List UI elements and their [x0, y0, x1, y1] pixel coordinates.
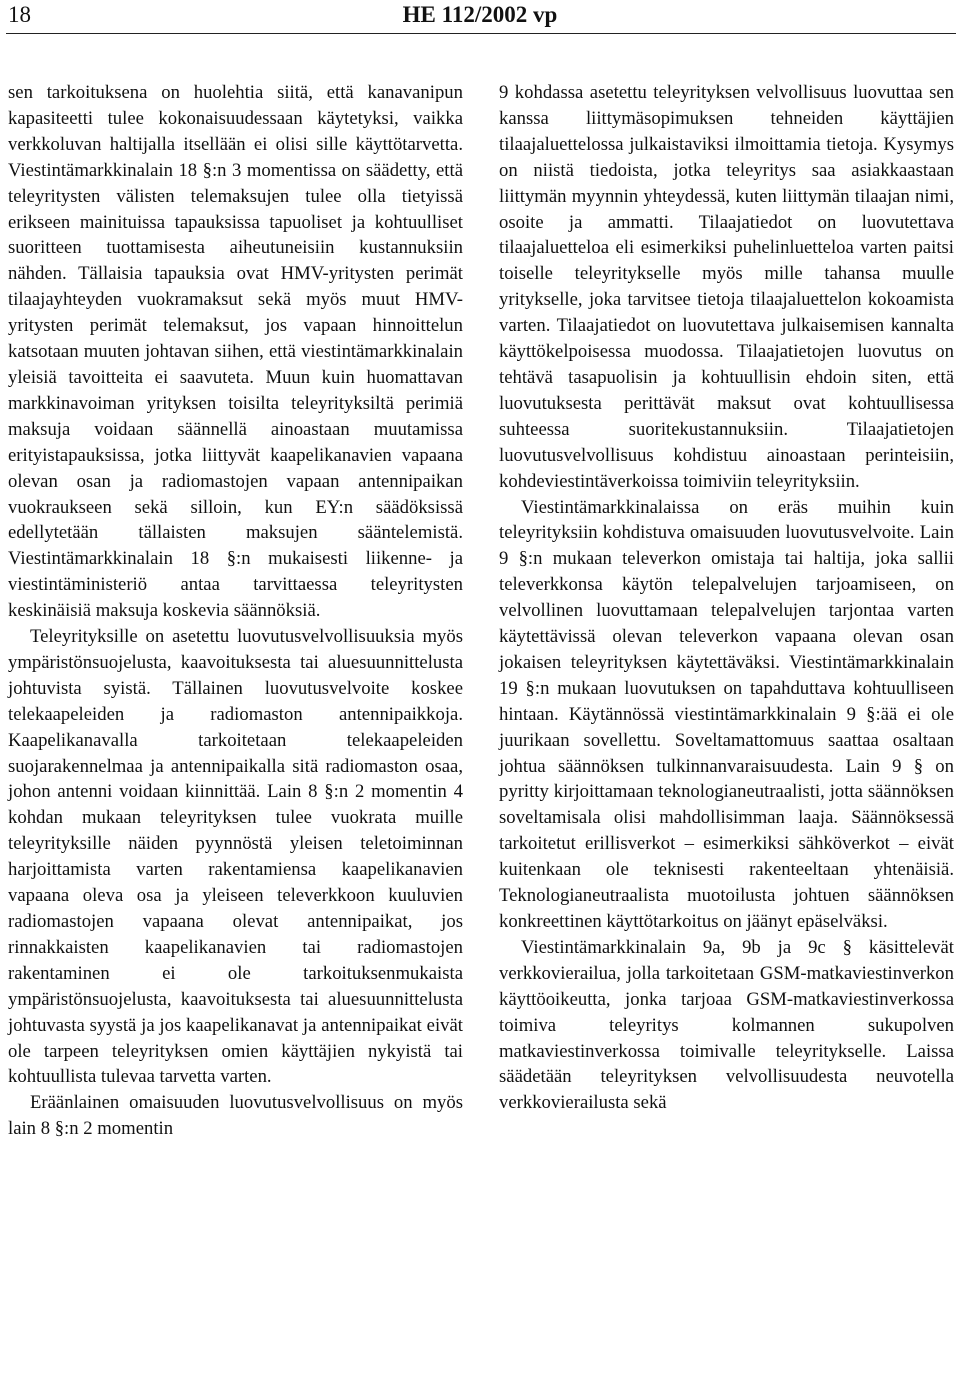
page-header	[0, 0, 960, 40]
left-column	[8, 80, 463, 1142]
left-paragraph-3: Eräänlainen omaisuuden luovutusvelvollisuus on myös lain 8 §:n 2 momentin	[8, 1092, 463, 1140]
document-id: HE 112/2002 vp	[402, 2, 558, 27]
header-divider	[6, 33, 956, 34]
right-column	[499, 80, 954, 1116]
right-paragraph-3: Viestintämarkkinalain 9a, 9b ja 9c § käsittelevät verkkovierailua, jolla tarkoitetaan GSM-matkaviestinverkon käyttöoikeutta, jonka tarjoaa GSM-matkaviestinverkossa toimiva teleyritys kolmannen sukupolven matkaviestinverkossa toimivalle teleyritykselle. Laissa säädetään teleyrityksen velvollisuudesta neuvotella verkkovierailusta sekä	[499, 936, 954, 1114]
right-paragraph-2: Viestintämarkkinalaissa on eräs muihin kuin teleyrityksiin kohdistuva omaisuuden luovutusvelvoite. Lain 9 §:n mukaan televerkon omistaja tai haltija, joka sallii televerkkonsa käytön telepalvelujen tarjoamiseen, on velvollinen luovuttamaan telepalvelujen tarjontaa varten käytettävissä olevan televerkon vapaana olevan osan jokaisen teleyrityksen käytettäväksi. Viestintämarkkinalain 19 §:n mukaan luovutuksen on tapahduttava kohtuulliseen hintaan. Käytännössä viestintämarkkinalain 9 §:ää ei ole juurikaan sovellettu. Soveltamattomuus saattaa osaltaan johtua säännöksen tulkinnanvaraisuudesta. Lain 9 § on pyritty kirjoittamaan teknologianeutraalisti, jotta säännöksen soveltamisala olisi mahdollisimman laaja. Säännöksessä tarkoitetut erillisverkot – esimerkiksi sähköverkot – eivät kuitenkaan ole teknisesti rakenteeltaan yhtenäisiä. Teknologianeutraalista muotoilusta johtuen säännöksen konkreettinen käyttötarkoitus on jäänyt epäselväksi.	[499, 496, 954, 932]
left-paragraph-1: sen tarkoituksena on huolehtia siitä, että kanavanipun kapasiteetti tulee kokonaisuudessaan käytetyksi, vaikka verkkoluvan haltijalla itsellään ei olisi sille käyttötarvetta. Viestintämarkkinalain 18 §:n 3 momentissa on säädetty, että teleyritysten välisten telemaksujen tulee olla tietyissä erikseen mainituissa tapauksissa tapuoliset ja kohtuulliset suoritteen tuottamisesta aiheutuneisiin kustannuksiin nähden. Tällaisia tapauksia ovat HMV-yritysten perimät tilaajayhteyden vuokramaksut sekä myös muut HMV-yritysten perimät telemaksut, jos vapaan hinnoittelun katsotaan muuten johtavan siihen, että viestintämarkkinalain yleisiä tavoitteita ei saavuteta. Muun kuin huomattavan markkinavoiman yrityksen toisilta teleyrityksiltä perimiä maksuja voidaan säännellä ainoastaan muutamissa erityistapauksissa, jotka liittyvät kaapelikanavien vapaana olevan osan ja radiomastojen vapaan antennipaikan vuokraukseen sekä silloin, kun EY:n säädöksissä edellytetään tällaisten maksujen sääntelemistä. Viestintämarkkinalain 18 §:n mukaisesti liikenne- ja viestintäministeriö antaa tarvittaessa teleyritysten keskinäisiä maksuja koskevia säännöksiä.	[8, 82, 463, 622]
page-number: 18	[8, 2, 31, 27]
left-paragraph-2: Teleyrityksille on asetettu luovutusvelvollisuuksia myös ympäristönsuojelusta, kaavoituksesta tai aluesuunnittelusta johtuvista syistä. Tällainen luovutusvelvoite koskee telekaapeleiden ja radiomaston antennipaikkoja. Kaapelikanavalla tarkoitetaan telekaapeleiden suojarakennelmaa ja antennipaikalla sitä radiomaston osaa, johon antenni voidaan kiinnittää. Lain 8 §:n 2 momentin 4 kohdan mukaan teleyrityksen tulee vuokrata muille teleyrityksille näiden pyynnöstä yleisen teletoiminnan harjoittamista varten rakentamiensa kaapelikanavien vapaana oleva osa ja yleiseen televerkkoon kuuluvien radiomastojen vapaana olevat antennipaikat, jos rinnakkaisten kaapelikanavien tai radiomastojen rakentaminen ei ole tarkoituksenmukaista ympäristönsuojelusta, kaavoituksesta tai aluesuunnittelusta johtuvasta syystä ja jos kaapelikanavat ja antennipaikat eivät ole tarpeen teleyrityksen omien käyttäjien nykyistä tai kohtuullista tulevaa tarvetta varten.	[8, 626, 463, 1088]
right-paragraph-1: 9 kohdassa asetettu teleyrityksen velvollisuus luovuttaa sen kanssa liittymäsopimuksen tehneiden käyttäjien tilaajaluettelossa julkaistaviksi ilmoittamia tietoja. Kysymys on niistä tiedoista, jotka teleyritys saa asiakkaastaan liittymän myynnin yhteydessä, kuten liittymän tilaajan nimi, osoite ja ammatti. Tilaajatiedot on luovutettava tilaajaluetteloa eli esimerkiksi puhelinluetteloa varten paitsi toiselle teleyritykselle myös mille tahansa muulle yritykselle, joka tarvitsee tietoja tilaajaluettelon kokoamista varten. Tilaajatiedot on luovutettava julkaisemisen kannalta käyttökelpoisessa muodossa. Tilaajatietojen luovutus on tehtävä tasapuolisin ja kohtuullisin ehdoin siten, että luovutuksesta perittävät maksut ovat kohtuullisessa suhteessa suoritekustannuksiin. Tilaajatietojen luovutusvelvollisuus kohdistuu ainoastaan perinteisiin, kohdeviestintäverkoissa toimiviin teleyrityksiin.	[499, 82, 954, 492]
